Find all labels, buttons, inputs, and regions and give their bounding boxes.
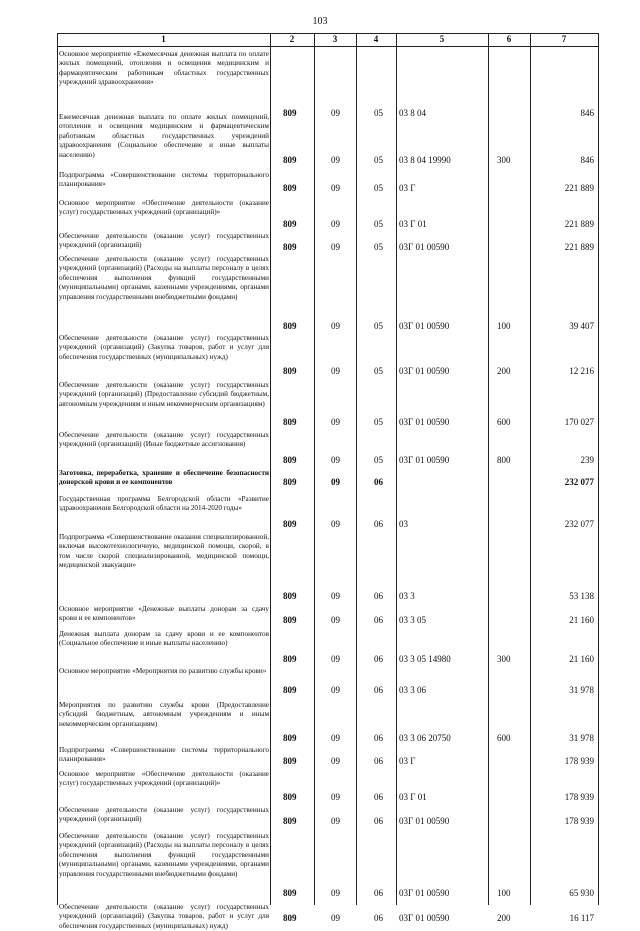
col-ministry-code: 809 bbox=[283, 242, 297, 252]
col-section: 09 bbox=[331, 733, 340, 743]
col-section: 09 bbox=[331, 685, 340, 695]
col-subsection: 06 bbox=[374, 756, 383, 766]
row-description: Подпрограмма «Совершенствование системы территориального планирования» bbox=[59, 746, 269, 764]
col-target-article: 03 3 bbox=[399, 591, 415, 601]
row-description: Подпрограмма «Совершенствование системы территориального планирования» bbox=[59, 171, 269, 189]
col-expense-type: 100 bbox=[497, 888, 511, 898]
col-amount: 53 138 bbox=[569, 591, 594, 601]
col-ministry-code: 809 bbox=[283, 733, 297, 743]
col-ministry-code: 809 bbox=[283, 455, 297, 465]
row-description: Обеспечение деятельности (оказание услуг) государственных учреждений (организаций) (Предоставление субсидий бюджетным, автономным учреждениям и иным некоммерческим организациям) bbox=[59, 381, 269, 408]
col-ministry-code: 809 bbox=[283, 816, 297, 826]
table-row bbox=[57, 701, 598, 745]
col-amount: 21 160 bbox=[569, 615, 594, 625]
row-description: Государственная программа Белгородской области «Развитие здравоохранения Белгородской области на 2014-2020 годы» bbox=[59, 495, 269, 513]
col-section: 09 bbox=[331, 888, 340, 898]
col-ministry-code: 809 bbox=[283, 519, 297, 529]
col-amount: 16 117 bbox=[569, 913, 594, 923]
col-subsection: 05 bbox=[374, 155, 383, 165]
col-target-article: 03Г 01 00590 bbox=[399, 242, 450, 252]
column-divider bbox=[270, 33, 271, 905]
col-section: 09 bbox=[331, 591, 340, 601]
col-subsection: 06 bbox=[374, 591, 383, 601]
col-target-article: 03Г 01 00590 bbox=[399, 321, 450, 331]
table-row bbox=[57, 232, 598, 254]
col-amount: 846 bbox=[580, 155, 594, 165]
table-row bbox=[57, 770, 598, 804]
col-ministry-code: 809 bbox=[283, 591, 297, 601]
col-amount: 170 027 bbox=[564, 417, 594, 427]
col-target-article: 03 8 04 bbox=[399, 108, 426, 118]
col-ministry-code: 809 bbox=[283, 615, 297, 625]
col-ministry-code: 809 bbox=[283, 913, 297, 923]
col-amount: 221 889 bbox=[564, 219, 594, 229]
col-target-article: 03 3 06 bbox=[399, 685, 426, 695]
col-section: 09 bbox=[331, 242, 340, 252]
col-target-article: 03Г 01 00590 bbox=[399, 816, 450, 826]
header-col-7: 7 bbox=[561, 34, 567, 44]
col-expense-type: 800 bbox=[497, 455, 511, 465]
column-divider bbox=[598, 33, 599, 905]
row-description: Обеспечение деятельности (оказание услуг) государственных учреждений (организаций) (Закупка товаров, работ и услуг для обеспечения государственных (муниципальных) нужд) bbox=[59, 903, 269, 930]
page-number: 103 bbox=[312, 16, 328, 27]
col-amount: 21 160 bbox=[569, 654, 594, 664]
row-description: Обеспечение деятельности (оказание услуг) государственных учреждений (организаций) (Закупка товаров, работ и услуг для обеспечения государственных (муниципальных) нужд) bbox=[59, 334, 269, 361]
col-section: 09 bbox=[331, 219, 340, 229]
col-subsection: 05 bbox=[374, 366, 383, 376]
column-divider bbox=[396, 33, 397, 905]
col-section: 09 bbox=[331, 183, 340, 193]
col-amount: 232 077 bbox=[564, 477, 594, 487]
table-row bbox=[57, 113, 598, 167]
col-amount: 221 889 bbox=[564, 183, 594, 193]
col-ministry-code: 809 bbox=[283, 685, 297, 695]
col-target-article: 03Г 01 00590 bbox=[399, 888, 450, 898]
col-amount: 178 939 bbox=[564, 816, 594, 826]
col-section: 09 bbox=[331, 756, 340, 766]
column-divider bbox=[314, 33, 315, 905]
header-col-6: 6 bbox=[506, 34, 512, 44]
table-row bbox=[57, 255, 598, 333]
col-subsection: 05 bbox=[374, 219, 383, 229]
table-row bbox=[57, 469, 598, 489]
table-row bbox=[57, 903, 598, 930]
row-description: Обеспечение деятельности (оказание услуг) государственных учреждений (организаций) (Иные бюджетные ассигнования) bbox=[59, 431, 269, 449]
col-subsection: 06 bbox=[374, 816, 383, 826]
col-subsection: 06 bbox=[374, 685, 383, 695]
column-divider bbox=[356, 33, 357, 905]
table-row bbox=[57, 431, 598, 467]
col-target-article: 03Г 01 00590 bbox=[399, 455, 450, 465]
col-target-article: 03 Г 01 bbox=[399, 792, 427, 802]
row-description: Основное мероприятие «Обеспечение деятельности (оказание услуг) государственных учреждений (организаций)» bbox=[59, 199, 269, 217]
col-target-article: 03 Г bbox=[399, 183, 416, 193]
col-section: 09 bbox=[331, 455, 340, 465]
col-ministry-code: 809 bbox=[283, 654, 297, 664]
column-divider bbox=[530, 33, 531, 905]
table-row bbox=[57, 806, 598, 828]
header-col-4: 4 bbox=[373, 34, 379, 44]
col-target-article: 03 8 04 19990 bbox=[399, 155, 451, 165]
row-description: Денежная выплата донорам за сдачу крови и ее компонентов (Социальное обеспечение и иные выплаты населению) bbox=[59, 630, 269, 648]
col-subsection: 05 bbox=[374, 183, 383, 193]
col-amount: 239 bbox=[580, 455, 594, 465]
col-section: 09 bbox=[331, 108, 340, 118]
col-ministry-code: 809 bbox=[283, 108, 297, 118]
col-expense-type: 200 bbox=[497, 366, 511, 376]
col-subsection: 05 bbox=[374, 321, 383, 331]
col-ministry-code: 809 bbox=[283, 477, 297, 487]
col-section: 09 bbox=[331, 366, 340, 376]
col-ministry-code: 809 bbox=[283, 756, 297, 766]
col-expense-type: 100 bbox=[497, 321, 511, 331]
col-section: 09 bbox=[331, 792, 340, 802]
col-target-article: 03 Г bbox=[399, 756, 416, 766]
col-subsection: 06 bbox=[374, 615, 383, 625]
col-amount: 846 bbox=[580, 108, 594, 118]
col-section: 09 bbox=[331, 615, 340, 625]
table-row bbox=[57, 746, 598, 768]
col-ministry-code: 809 bbox=[283, 155, 297, 165]
col-ministry-code: 809 bbox=[283, 321, 297, 331]
table-row bbox=[57, 605, 598, 627]
header-col-1: 1 bbox=[161, 34, 166, 44]
col-amount: 65 930 bbox=[569, 888, 594, 898]
row-description: Мероприятия по развитию службы крови (Предоставление субсидий бюджетным, автономным учреждениям и иным некоммерческим организациям) bbox=[59, 701, 269, 728]
col-target-article: 03Г 01 00590 bbox=[399, 913, 450, 923]
table-row bbox=[57, 171, 598, 195]
col-amount: 31 978 bbox=[569, 685, 594, 695]
col-amount: 12 216 bbox=[569, 366, 594, 376]
row-description: Ежемесячная денежная выплата по оплате жилых помещений, отопления и освещения медицинским и фармацевтическим работникам областных государственных учреждений здравоохранения (Социальное обеспечение и иные выплаты населению) bbox=[59, 113, 269, 159]
col-ministry-code: 809 bbox=[283, 219, 297, 229]
table-row bbox=[57, 630, 598, 666]
row-description: Обеспечение деятельности (оказание услуг) государственных учреждений (организаций) bbox=[59, 232, 269, 250]
col-expense-type: 200 bbox=[497, 913, 511, 923]
col-subsection: 06 bbox=[374, 519, 383, 529]
row-description: Основное мероприятие «Ежемесячная денежная выплата по оплате жилых помещений, отопления и освещения медицинским и фармацевтическим работникам областных государственных учреждений здравоохранения» bbox=[59, 50, 269, 87]
col-ministry-code: 809 bbox=[283, 183, 297, 193]
col-ministry-code: 809 bbox=[283, 366, 297, 376]
table-row bbox=[57, 832, 598, 900]
col-ministry-code: 809 bbox=[283, 888, 297, 898]
table-row bbox=[57, 199, 598, 231]
col-section: 09 bbox=[331, 321, 340, 331]
col-subsection: 05 bbox=[374, 455, 383, 465]
row-description: Обеспечение деятельности (оказание услуг) государственных учреждений (организаций) bbox=[59, 806, 269, 824]
col-expense-type: 300 bbox=[497, 654, 511, 664]
table-row bbox=[57, 50, 598, 120]
col-section: 09 bbox=[331, 519, 340, 529]
col-subsection: 06 bbox=[374, 792, 383, 802]
col-section: 09 bbox=[331, 155, 340, 165]
col-section: 09 bbox=[331, 654, 340, 664]
column-divider bbox=[57, 33, 58, 905]
col-amount: 232 077 bbox=[564, 519, 594, 529]
col-section: 09 bbox=[331, 816, 340, 826]
table-row bbox=[57, 667, 598, 697]
col-amount: 178 939 bbox=[564, 792, 594, 802]
col-ministry-code: 809 bbox=[283, 417, 297, 427]
col-expense-type: 600 bbox=[497, 733, 511, 743]
col-target-article: 03 Г 01 bbox=[399, 219, 427, 229]
table-row bbox=[57, 533, 598, 603]
col-subsection: 06 bbox=[374, 477, 383, 487]
col-section: 09 bbox=[331, 477, 340, 487]
row-description: Обеспечение деятельности (оказание услуг) государственных учреждений (организаций) (Расходы на выплаты персоналу в целях обеспечения выполнения функций государственными (муниципальными) органами, казенными учреждениями, органами управления государственными внебюджетными фондами) bbox=[59, 832, 269, 878]
row-description: Основное мероприятие «Обеспечение деятельности (оказание услуг) государственных учреждений (организаций)» bbox=[59, 770, 269, 788]
header-col-5: 5 bbox=[439, 34, 445, 44]
table-row bbox=[57, 334, 598, 378]
row-description: Подпрограмма «Совершенствование оказания специализированной, включая высокотехнологичную, медицинской помощи, скорой, в том числе скорой специализированной, медицинской помощи, медицинской эвакуации» bbox=[59, 533, 269, 570]
header-col-2: 2 bbox=[289, 34, 295, 44]
col-subsection: 06 bbox=[374, 654, 383, 664]
table-row bbox=[57, 381, 598, 429]
row-description: Заготовка, переработка, хранение и обеспечение безопасности донорской крови и ее компонентов bbox=[59, 469, 269, 487]
col-subsection: 05 bbox=[374, 108, 383, 118]
header-col-3: 3 bbox=[332, 34, 338, 44]
col-target-article: 03 3 05 14980 bbox=[399, 654, 451, 664]
col-target-article: 03 bbox=[399, 519, 408, 529]
col-amount: 39 407 bbox=[569, 321, 594, 331]
col-subsection: 05 bbox=[374, 417, 383, 427]
budget-table bbox=[57, 33, 598, 930]
col-subsection: 06 bbox=[374, 888, 383, 898]
row-description: Основное мероприятие «Денежные выплаты донорам за сдачу крови и ее компонентов» bbox=[59, 605, 269, 623]
col-amount: 221 889 bbox=[564, 242, 594, 252]
col-target-article: 03 3 06 20750 bbox=[399, 733, 451, 743]
col-target-article: 03Г 01 00590 bbox=[399, 417, 450, 427]
col-expense-type: 600 bbox=[497, 417, 511, 427]
col-expense-type: 300 bbox=[497, 155, 511, 165]
col-amount: 178 939 bbox=[564, 756, 594, 766]
row-description: Обеспечение деятельности (оказание услуг) государственных учреждений (организаций) (Расходы на выплаты персоналу в целях обеспечения выполнения функций государственными (муниципальными) органами, казенными учреждениями, органами управления государственными внебюджетными фондами) bbox=[59, 255, 269, 301]
col-amount: 31 978 bbox=[569, 733, 594, 743]
col-section: 09 bbox=[331, 417, 340, 427]
col-target-article: 03Г 01 00590 bbox=[399, 366, 450, 376]
table-header bbox=[57, 33, 598, 47]
col-subsection: 06 bbox=[374, 733, 383, 743]
row-description: Основное мероприятие «Мероприятия по развитию службы крови» bbox=[59, 667, 267, 675]
col-ministry-code: 809 bbox=[283, 792, 297, 802]
column-divider bbox=[488, 33, 489, 905]
table-row bbox=[57, 495, 598, 531]
col-subsection: 05 bbox=[374, 242, 383, 252]
col-subsection: 06 bbox=[374, 913, 383, 923]
col-target-article: 03 3 05 bbox=[399, 615, 426, 625]
col-section: 09 bbox=[331, 913, 340, 923]
